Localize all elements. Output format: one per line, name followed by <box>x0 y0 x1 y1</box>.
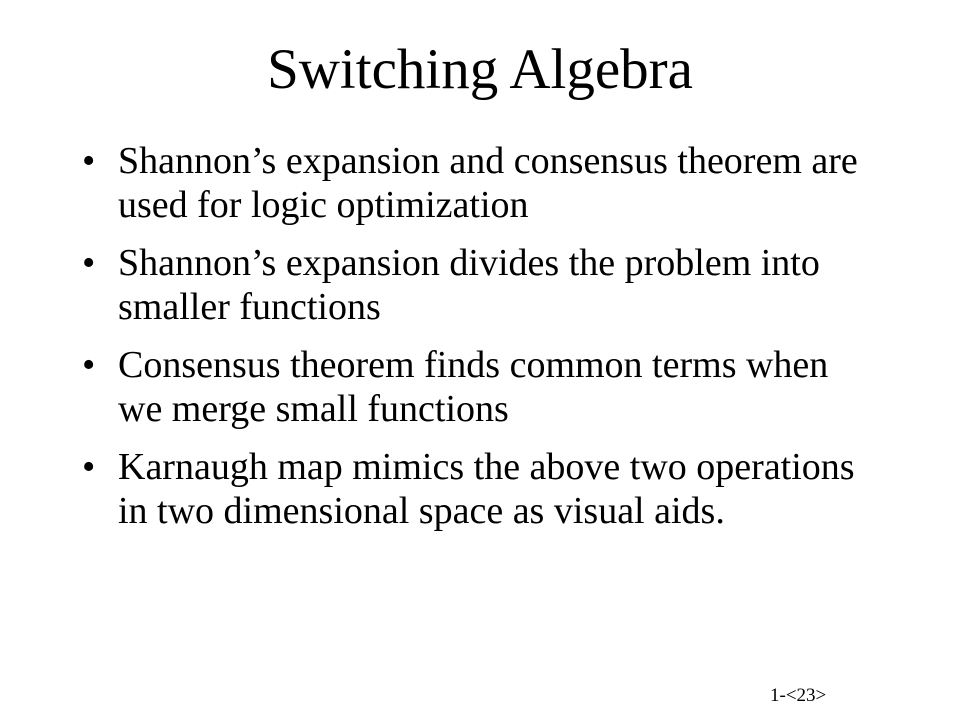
bullet-text: Consensus theorem finds common terms when we merge small functions <box>118 344 829 430</box>
page-number: 1-<23> <box>770 685 827 706</box>
slide-title: Switching Algebra <box>267 38 693 101</box>
bullet-icon: • <box>82 446 96 488</box>
bullet-icon: • <box>82 344 96 386</box>
bullet-text: Shannon’s expansion and consensus theorem are used for logic optimization <box>118 140 858 226</box>
bullet-text: Shannon’s expansion divides the problem into smaller functions <box>118 242 820 328</box>
bullet-item <box>80 343 860 431</box>
bullet-item <box>80 139 860 227</box>
bullet-text: Karnaugh map mimics the above two operations in two dimensional space as visual aids. <box>118 446 855 532</box>
bullet-list <box>80 139 860 547</box>
bullet-item <box>80 241 860 329</box>
bullet-icon: • <box>82 140 96 182</box>
bullet-icon: • <box>82 242 96 284</box>
bullet-item <box>80 445 860 533</box>
